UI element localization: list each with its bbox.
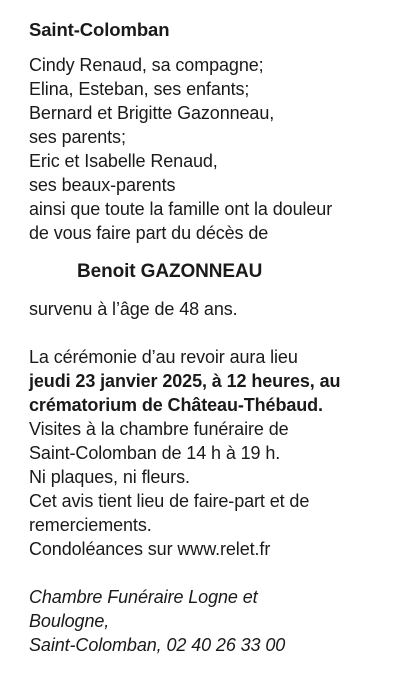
family-line: ses parents; [29,127,126,147]
ceremony-details [29,345,414,561]
deceased-name: Benoit GAZONNEAU [77,261,263,282]
age-line: survenu à l’âge de 48 ans. [29,299,238,319]
funeral-home-signature [29,585,414,657]
ceremony-intro: La cérémonie d’au revoir aura lieu [29,347,298,367]
info-line: Saint-Colomban de 14 h à 19 h. [29,443,281,463]
family-line: Elina, Esteban, ses enfants; [29,79,250,99]
obituary-notice [29,18,414,657]
info-line: remerciements. [29,515,152,535]
info-line: Ni plaques, ni fleurs. [29,467,190,487]
ceremony-date-line: jeudi 23 janvier 2025, à 12 heures, au [29,371,341,391]
family-announcement [29,53,414,245]
family-line: ses beaux-parents [29,175,176,195]
funeral-home-line: Boulogne, [29,611,110,631]
condolences-line: Condoléances sur www.relet.fr [29,539,271,559]
info-line: Visites à la chambre funéraire de [29,419,289,439]
info-line: Cet avis tient lieu de faire-part et de [29,491,310,511]
family-line: Bernard et Brigitte Gazonneau, [29,103,275,123]
funeral-home-line: Chambre Funéraire Logne et [29,587,258,607]
notice-location-heading: Saint-Colomban [29,19,170,40]
family-line: Cindy Renaud, sa compagne; [29,55,264,75]
ceremony-location-line: crématorium de Château-Thébaud. [29,395,323,415]
family-line: de vous faire part du décès de [29,223,269,243]
family-line: Eric et Isabelle Renaud, [29,151,218,171]
family-line: ainsi que toute la famille ont la douleur [29,199,333,219]
funeral-home-contact: Saint-Colomban, 02 40 26 33 00 [29,635,286,655]
